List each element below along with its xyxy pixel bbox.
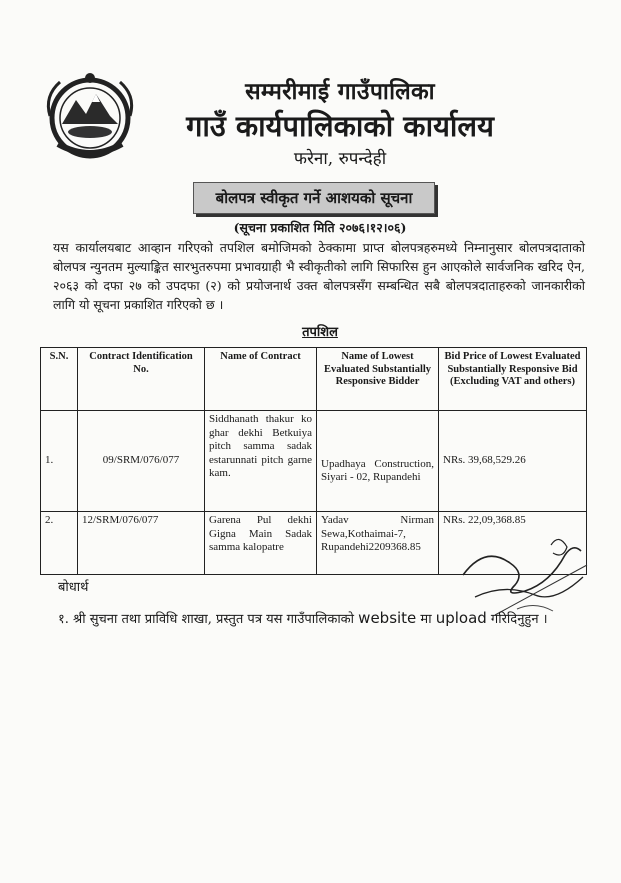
cell-contract-id: 12/SRM/076/077 bbox=[78, 512, 205, 575]
office-subtitle: गाउँ कार्यपालिकाको कार्यालय bbox=[186, 109, 494, 143]
cc-word-website: website bbox=[358, 609, 417, 627]
cell-bidder: Upadhaya Construction, Siyari - 02, Rupandehi bbox=[317, 411, 439, 512]
cell-contract-name: Garena Pul dekhi Gigna Main Sadak samma kalopatre bbox=[205, 512, 317, 575]
cell-contract-name: Siddhanath thakur ko ghar dekhi Betkuiya pitch samma sadak estarunnati pitch garne kam. bbox=[205, 411, 317, 512]
cell-bid-price: NRs. 22,09,368.85 bbox=[439, 512, 587, 575]
office-name: सम्मरीमाई गाउँपालिका bbox=[245, 78, 435, 105]
cell-contract-id: 09/SRM/076/077 bbox=[78, 411, 205, 512]
office-address: फरेना, रुपन्देही bbox=[293, 149, 387, 169]
municipality-emblem-icon bbox=[40, 66, 140, 166]
col-header-sn: S.N. bbox=[41, 348, 78, 411]
table-row bbox=[41, 411, 587, 512]
cc-text-part3: गरिदिनुहुन । bbox=[486, 612, 548, 627]
cell-sn: 2. bbox=[41, 512, 78, 575]
cc-line bbox=[58, 604, 588, 634]
notice-body: यस कार्यालयबाट आव्हान गरिएको तपशिल बमोजिमको ठेक्कामा प्राप्त बोलपत्रहरुमध्ये निम्नानुसार बोलपत्रदाताको बोलपत्र न्युनतम मुल्याङ्कित सारभुतरुपमा प्रभावग्राही भै स्वीकृतीको लागि सिफारिस हुन आएकोले सार्वजनिक खरिद ऐन, २०६३ को दफा २७ को उपदफा (२) को प्रयोजनार्थ उक्त बोलपत्रसँग सम्बन्धित सबै बोलपत्रदाताहरुको जानकारीको लागि यो सूचना प्रकाशित गरिएको छ । bbox=[53, 240, 585, 312]
cc-text-part1: १. श्री सुचना तथा प्राविधि शाखा, प्रस्तुत पत्र यस गाउँपालिकाको bbox=[58, 612, 359, 627]
col-header-contract-name: Name of Contract bbox=[205, 348, 317, 411]
publish-date: (सूचना प्रकाशित मिति २०७६।१२।०६) bbox=[233, 220, 407, 235]
cell-bidder: Yadav Nirman Sewa,Kothaimai-7, Rupandehi2209368.85 bbox=[317, 512, 439, 575]
cell-sn: 1. bbox=[41, 411, 78, 512]
cc-text-part2: मा bbox=[416, 612, 436, 627]
col-header-contract-id: Contract Identification No. bbox=[78, 348, 205, 411]
table-heading: तपशिल bbox=[302, 325, 338, 340]
col-header-bid-price: Bid Price of Lowest Evaluated Substantially Responsive Bid (Excluding VAT and others) bbox=[439, 348, 587, 411]
table-header-row bbox=[41, 348, 587, 411]
notice-title: बोलपत्र स्वीकृत गर्ने आशयको सूचना bbox=[193, 182, 435, 214]
cell-bid-price: NRs. 39,68,529.26 bbox=[439, 411, 587, 512]
bodhartha-label: बोधार्थ bbox=[58, 580, 89, 595]
col-header-bidder: Name of Lowest Evaluated Substantially Responsive Bidder bbox=[317, 348, 439, 411]
cc-word-upload: upload bbox=[435, 609, 487, 627]
